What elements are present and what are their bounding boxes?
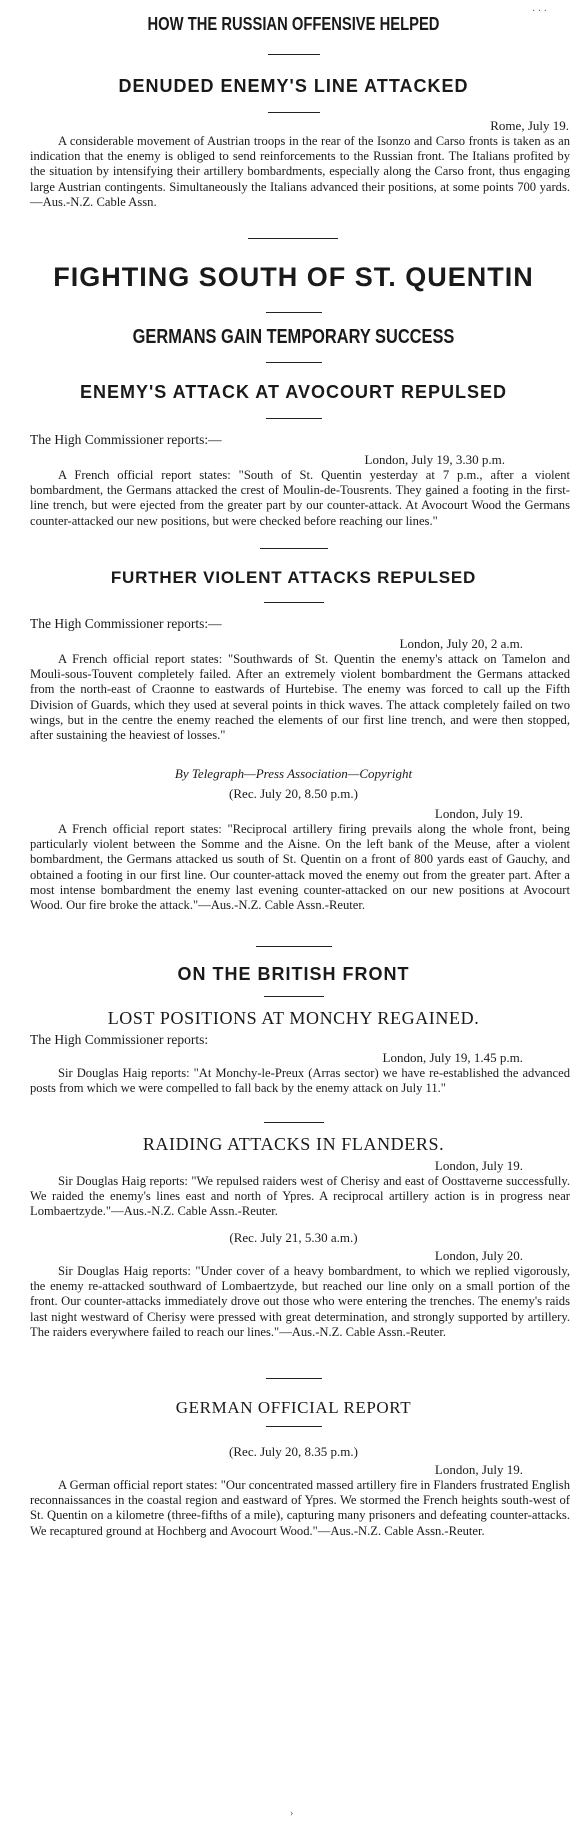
print-mark: › [290,1808,294,1819]
divider [266,1426,322,1427]
headline-flanders: RAIDING ATTACKS IN FLANDERS. [142,1134,445,1154]
headline-st-quentin: FIGHTING SOUTH OF ST. QUENTIN [53,262,534,292]
dateline-london: London, July 19. [434,1158,523,1173]
divider [268,54,320,55]
headline-british-front: ON THE BRITISH FRONT [177,964,410,984]
article-german-report: A German official report states: "Our concentrated massed artillery fire in Flanders frustrated English reconnaissances in the coastal region and eastward of Ypres. We stormed the French heights south-west of St. Quentin on a kilometre (three-fifths of a mile), capturing many prisoners and defeating counter-attacks. We recaptured ground at Hochberg and Avocourt Wood."—Aus.-N.Z. Cable Assn.-Reuter. [30,1478,570,1538]
divider [260,548,328,549]
byline-press-association: By Telegraph—Press Association—Copyright [174,766,413,781]
article-monchy: Sir Douglas Haig reports: "At Monchy-le-Preux (Arras sector) we have re-established the advanced posts from which we were compelled to fall back by the enemy attack on July 11." [30,1066,570,1096]
article-st-quentin: A French official report states: "South of St. Quentin yesterday at 7 p.m., after a violent bombardment, the Germans attacked the crest of Moulin-de-Tousrents. They gained a footing in the first-line trench, but were ejected from the greater part by our counter-attack. At Avocourt Wood the Germans counter-attacked our new positions, but were checked before reaching our lines." [30,468,570,528]
headline-german-report: GERMAN OFFICIAL REPORT [175,1398,412,1417]
dateline-london: London, July 20, 2 a.m. [399,636,523,651]
article-further-attacks: A French official report states: "Southwards of St. Quentin the enemy's attack on Tamelon and Mouli-sous-Touvent completely failed. After an extremely violent bombardment the Germans attacked from the north-east of Craonne to eastwards of Hurtebise. The enemy was forced to call up the Fifth Division of Guards, which they used at several points in thick waves. The attack completely failed on two wings, but in the centre the enemy reached the elements of our first line trench, and were then stopped, after sustaining the heaviest of losses." [30,652,570,743]
received-timestamp: (Rec. July 21, 5.30 a.m.) [229,1230,358,1245]
divider [248,238,338,239]
article-flanders-raiders: Sir Douglas Haig reports: "We repulsed raiders west of Cherisy and east of Oosttaverne successfully. We raided the enemy's lines east and north of Ypres. A reciprocal artillery action is in progress near Lombaertzyde."—Aus.-N.Z. Cable Assn.-Reuter. [30,1174,570,1219]
dateline-rome: Rome, July 19. [490,118,569,133]
divider [266,312,322,313]
divider [264,1122,324,1123]
divider [256,946,332,947]
divider [264,602,324,603]
divider [268,112,320,113]
received-timestamp: (Rec. July 20, 8.50 p.m.) [229,786,358,801]
article-reciprocal-artillery: A French official report states: "Reciprocal artillery firing prevails along the whole front, being particularly violent between the Somme and the Aisne. On the left bank of the Meuse, after a violent bombardment, the Germans attacked us south of St. Quentin on a front of 800 yards east of Gauchy, and obtained a footing in our first line. Our counter-attack moved the enemy out from the greater part. After a most intense bombardment the enemy last evening counter-attacked on our new positions at Avocourt Wood. Our fire broke the attack."—Aus.-N.Z. Cable Assn.-Reuter. [30,822,570,913]
headline-russian-offensive: HOW THE RUSSIAN OFFENSIVE HELPED [147,14,440,34]
subheadline-avocourt: ENEMY'S ATTACK AT AVOCOURT REPULSED [80,382,507,402]
divider [266,362,322,363]
divider [266,1378,322,1379]
divider [264,996,324,997]
dateline-london: London, July 19, 1.45 p.m. [382,1050,523,1065]
subheadline-temporary-success: GERMANS GAIN TEMPORARY SUCCESS [132,326,455,348]
divider [266,418,322,419]
subheadline-monchy: LOST POSITIONS AT MONCHY REGAINED. [107,1008,480,1028]
received-timestamp: (Rec. July 20, 8.35 p.m.) [229,1444,358,1459]
article-flanders-bombardment: Sir Douglas Haig reports: "Under cover of a heavy bombardment, to which we replied vigorously, the enemy re-attacked southward of Lombaertzyde, but reached our line only on a small portion of the front. Our counter-attacks immediately drove out those who were entering the trenches. The enemy's raids last night westward of Cherisy were pressed with great determination, and strongly supported by artillery. The raiders everywhere failed to reach our lines."—Aus.-N.Z. Cable Assn.-Reuter. [30,1264,570,1339]
dateline-london: London, July 20. [434,1248,523,1263]
dateline-london: London, July 19. [434,806,523,821]
intro-high-commissioner: The High Commissioner reports:— [30,432,222,447]
headline-further-attacks: FURTHER VIOLENT ATTACKS REPULSED [110,568,477,587]
intro-high-commissioner: The High Commissioner reports: [30,1032,209,1047]
print-mark: · · · [532,6,547,17]
subheadline-denuded-line: DENUDED ENEMY'S LINE ATTACKED [118,76,469,96]
dateline-london: London, July 19. [434,1462,523,1477]
dateline-london: London, July 19, 3.30 p.m. [364,452,505,467]
intro-high-commissioner: The High Commissioner reports:— [30,616,222,631]
article-russian-offensive: A considerable movement of Austrian troops in the rear of the Isonzo and Carso fronts is taken as an indication that the enemy is obliged to send reinforcements to the Russian front. The Italians profited by the situation by intensifying their artillery bombardments, especially along the Carso front, thus engaging large Austrian contingents. Simultaneously the Italians advanced their positions, at some points 700 yards.—Aus.-N.Z. Cable Assn. [30,134,570,209]
